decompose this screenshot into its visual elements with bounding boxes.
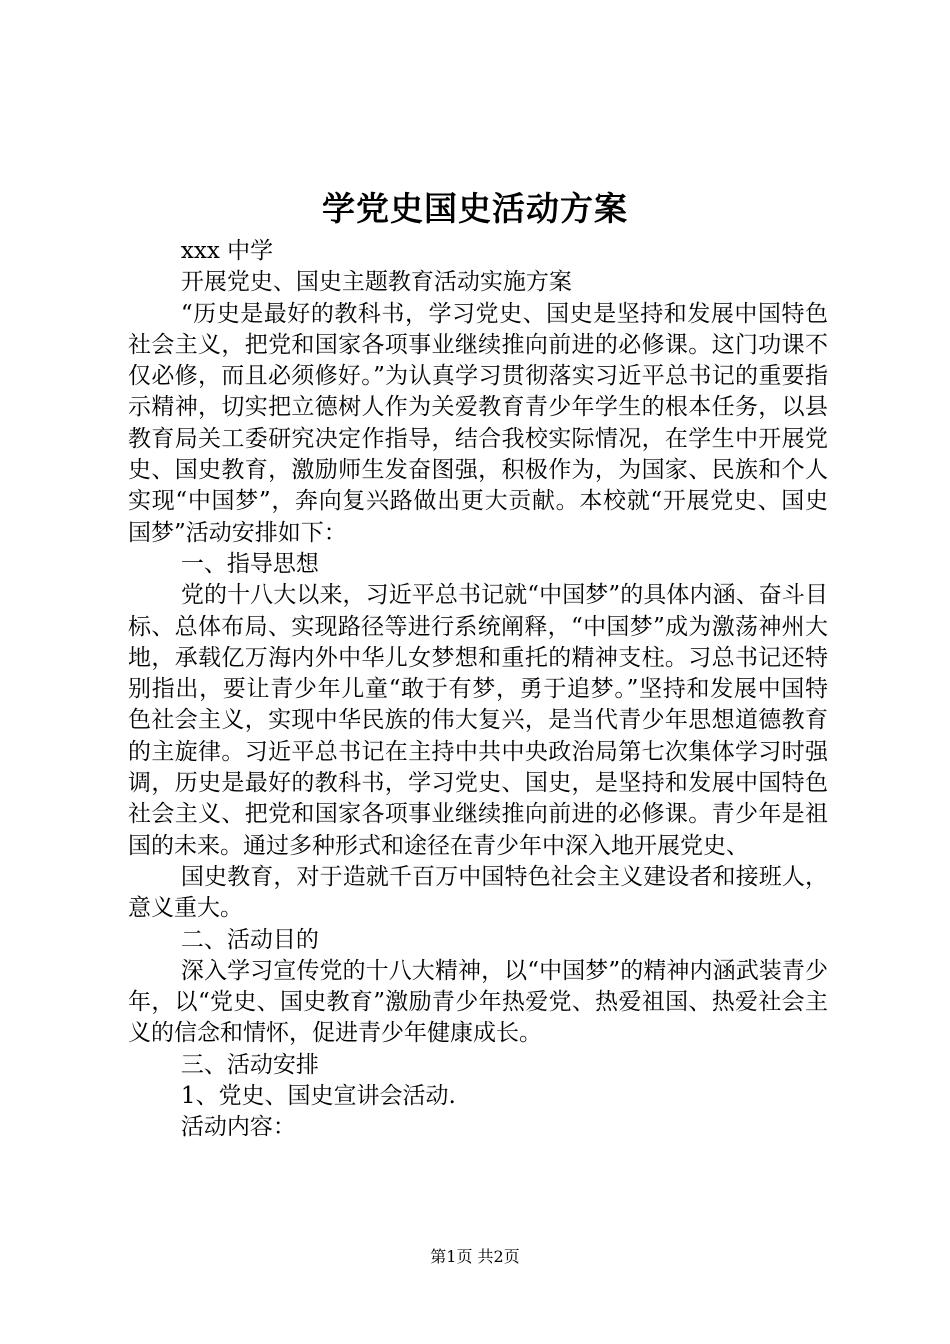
school-name: xxx 中学: [180, 238, 274, 264]
arrangement-item-1: 1、党史、国史宣讲会活动.: [180, 1083, 456, 1110]
section-heading-guiding-thought: 一、指导思想: [180, 550, 319, 577]
document-body: [128, 236, 828, 1144]
purpose-paragraph: 深入学习宣传党的十八大精神，以“中国梦”的精神内涵武装青少年，以“党史、国史教育”激励青少年热爱党、热爱祖国、热爱社会主义的信念和情怀，促进青少年健康成长。: [128, 957, 828, 1047]
document-title: 学党史国史活动方案: [322, 189, 628, 228]
section-heading-purpose: 二、活动目的: [180, 926, 319, 953]
page-footer: 第1页 共2页: [430, 1247, 520, 1266]
intro-paragraph: “历史是最好的教科书，学习党史、国史是坚持和发展中国特色社会主义，把党和国家各项事业继续推向前进的必修课。这门功课不仅必修，而且必须修好。”为认真学习贯彻落实习近平总书记的重要指示精神，切实把立德树人作为关爱教育青少年学生的根本任务，以县教育局关工委研究决定作指导，结合我校实际情况，在学生中开展党史、国史教育，激励师生发奋图强，积极作为，为国家、民族和个人实现“中国梦”，奔向复兴路做出更大贡献。本校就“开展党史、国史国梦”活动安排如下：: [128, 300, 828, 546]
guiding-thought-paragraph: 党的十八大以来，习近平总书记就“中国梦”的具体内涵、奋斗目标、总体布局、实现路径等进行系统阐释，“中国梦”成为激荡神州大地，承载亿万海内外中华儿女梦想和重托的精神支柱。习总书记还特别指出，要让青少年儿童“敢于有梦，勇于追梦。”坚持和发展中国特色社会主义，实现中华民族的伟大复兴，是当代青少年思想道德教育的主旋律。习近平总书记在主持中共中央政治局第七次集体学习时强调，历史是最好的教科书，学习党史、国史，是坚持和发展中国特色社会主义、把党和国家各项事业继续推向前进的必修课。青少年是祖国的未来。通过多种形式和途径在青少年中深入地开展党史、: [128, 582, 828, 859]
section-heading-arrangement: 三、活动安排: [180, 1051, 319, 1078]
activity-content-label: 活动内容：: [180, 1114, 296, 1141]
guiding-thought-paragraph-continued: 国史教育，对于造就千百万中国特色社会主义建设者和接班人，意义重大。: [128, 863, 828, 922]
plan-subtitle: 开展党史、国史主题教育活动实施方案: [180, 269, 572, 296]
